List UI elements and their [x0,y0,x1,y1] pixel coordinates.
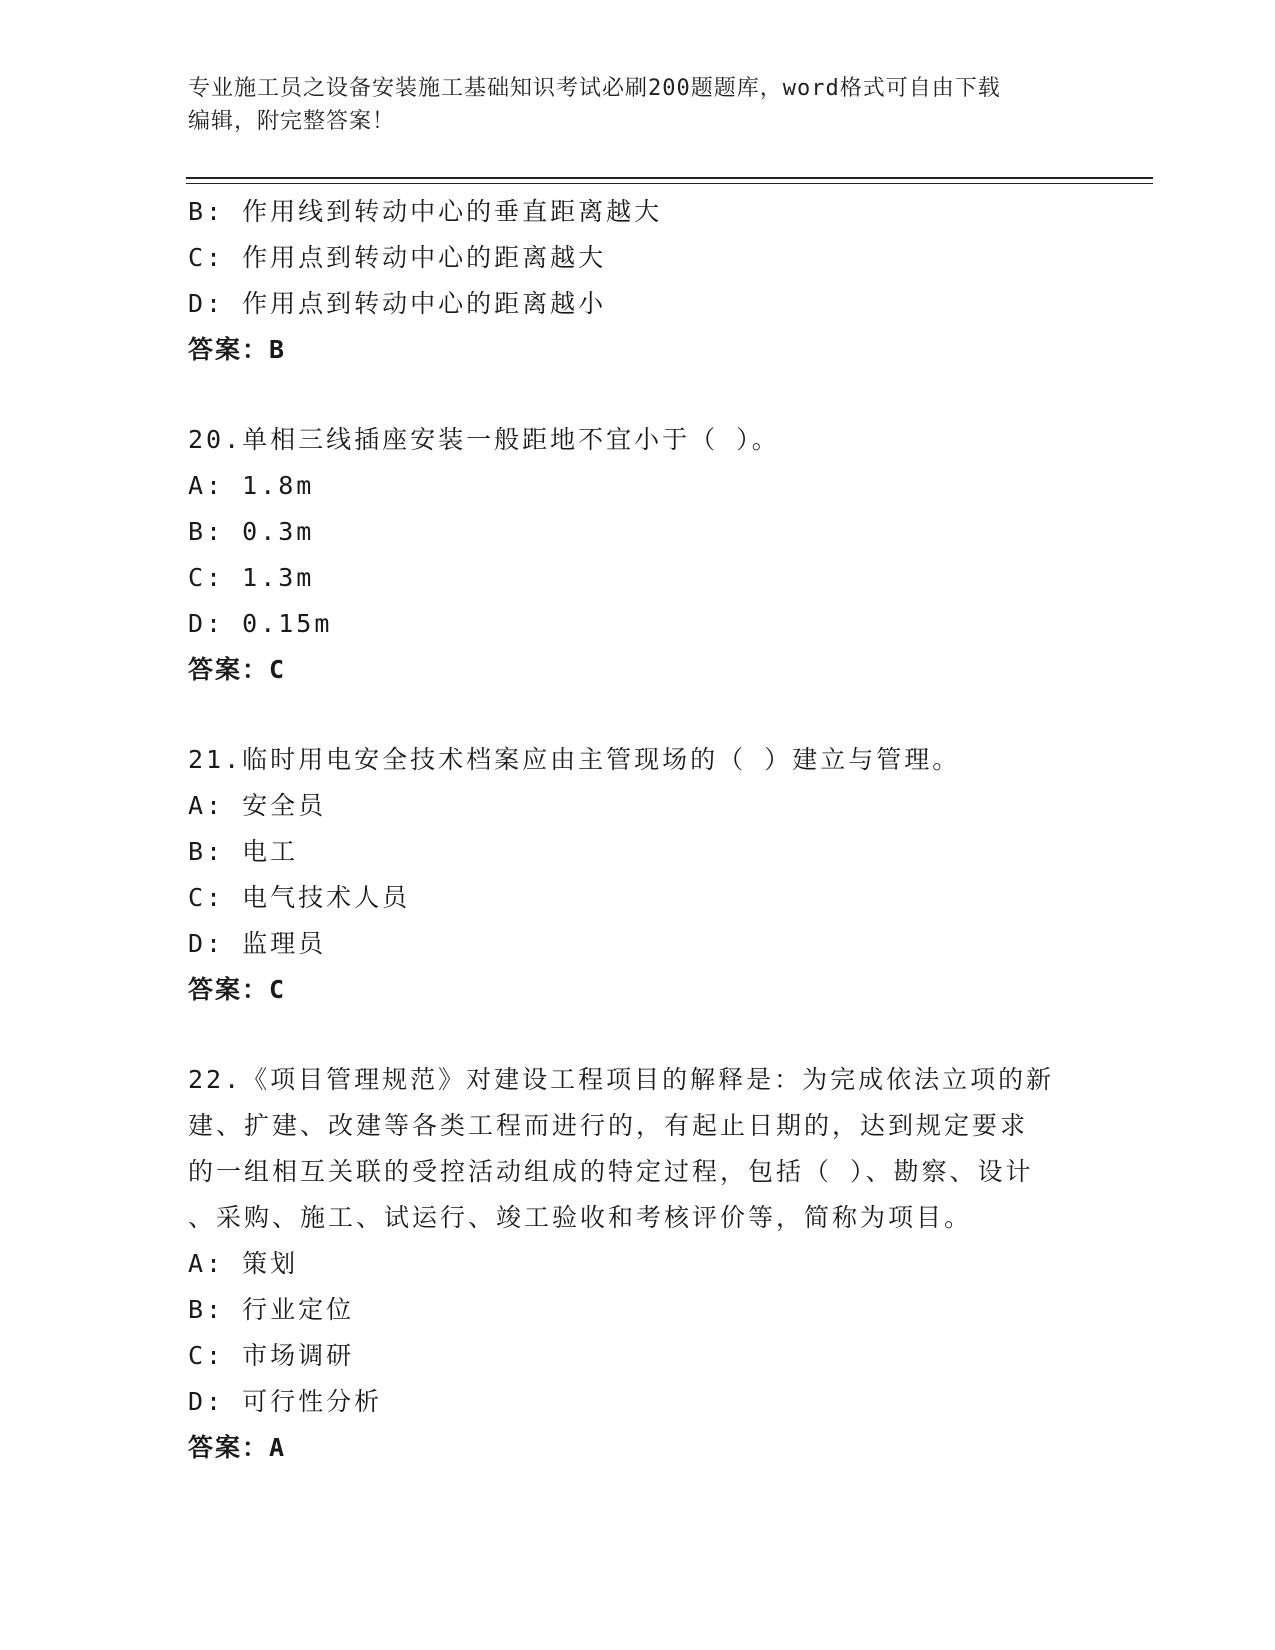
option-a: A: 安全员 [188,791,327,820]
header-title-line-2: 编辑，附完整答案！ [188,109,396,134]
question-20 [188,417,1088,693]
option-c: C: 电气技术人员 [188,883,411,912]
header-divider-thin [186,183,1153,184]
question-text-line-1: 22.《项目管理规范》对建设工程项目的解释是：为完成依法立项的新 [188,1065,1055,1094]
answer-label: 答案：C [188,975,287,1004]
spacer [188,373,1088,417]
option-d: D: 可行性分析 [188,1387,383,1416]
spacer [188,693,1088,737]
document-header [188,72,1088,138]
option-c: C: 作用点到转动中心的距离越大 [188,243,607,272]
question-22 [188,1057,1088,1471]
question-text-line-2: 建、扩建、改建等各类工程而进行的，有起止日期的，达到规定要求 [188,1111,1029,1140]
header-divider-thick [186,177,1153,179]
spacer [188,1013,1088,1057]
option-b: B: 电工 [188,837,299,866]
question-list [188,189,1088,1471]
option-d: D: 作用点到转动中心的距离越小 [188,289,607,318]
answer-label: 答案：A [188,1433,287,1462]
option-b: B: 0.3m [188,517,315,546]
option-c: C: 市场调研 [188,1341,355,1370]
answer-label: 答案：B [188,335,287,364]
question-text-line-3: 的一组相互关联的受控活动组成的特定过程，包括（ ）、勘察、设计 [188,1157,1034,1186]
option-d: D: 监理员 [188,929,327,958]
question-text-line-4: 、采购、施工、试运行、竣工验收和考核评价等，简称为项目。 [188,1203,973,1232]
option-d: D: 0.15m [188,609,333,638]
option-a: A: 策划 [188,1249,299,1278]
question-text: 20.单相三线插座安装一般距地不宜小于（ ）。 [188,425,780,454]
option-b: B: 作用线到转动中心的垂直距离越大 [188,197,663,226]
option-b: B: 行业定位 [188,1295,355,1324]
answer-label: 答案：C [188,655,287,684]
question-19-tail [188,189,1088,373]
question-21 [188,737,1088,1013]
option-a: A: 1.8m [188,471,315,500]
option-c: C: 1.3m [188,563,315,592]
question-text: 21.临时用电安全技术档案应由主管现场的（ ）建立与管理。 [188,745,961,774]
header-title-line-1: 专业施工员之设备安装施工基础知识考试必刷200题题库，word格式可自由下载 [188,76,1001,101]
